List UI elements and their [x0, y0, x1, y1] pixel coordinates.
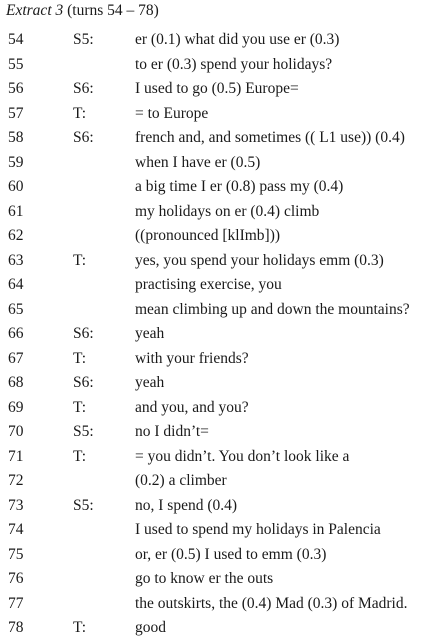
line-number: 59 [8, 153, 24, 171]
line-number: 74 [8, 521, 24, 538]
transcript-line [0, 151, 434, 176]
utterance-text: my holidays on er (0.4) climb [135, 202, 320, 220]
utterance-text: yes, you spend your holidays emm (0.3) [135, 251, 384, 269]
transcript-line [0, 77, 434, 102]
transcript-line [0, 200, 434, 225]
line-number: 72 [8, 472, 24, 489]
line-number: 78 [8, 619, 24, 636]
transcript-line [0, 322, 434, 347]
line-number: 77 [8, 594, 24, 612]
transcript-line [0, 126, 434, 151]
speaker-label: S5: [73, 423, 94, 440]
line-number: 76 [8, 570, 24, 587]
extract-title-range: (turns 54 – 78) [63, 2, 159, 19]
transcript-line [0, 371, 434, 396]
speaker-label: T: [73, 447, 87, 465]
utterance-text: french and, and sometimes (( L1 use)) (0.4) [135, 129, 405, 146]
transcript-line [0, 518, 434, 543]
utterance-text: ((pronounced [klImb])) [135, 227, 281, 244]
line-number: 66 [8, 325, 24, 342]
transcript-line [0, 249, 434, 274]
speaker-label: S6: [73, 80, 94, 97]
transcript-line [0, 616, 434, 641]
transcript-line [0, 175, 434, 200]
line-number: 68 [8, 374, 24, 391]
utterance-text: yeah [135, 374, 165, 391]
utterance-text: go to know er the outs [135, 570, 274, 587]
utterance-text: good [135, 619, 166, 636]
utterance-text: the outskirts, the (0.4) Mad (0.3) of Madrid. [135, 594, 408, 612]
utterance-text: a big time I er (0.8) pass my (0.4) [135, 178, 344, 195]
speaker-label: S6: [73, 129, 94, 146]
utterance-text: er (0.1) what did you use er (0.3) [135, 31, 340, 48]
transcript-line [0, 396, 434, 421]
utterance-text: or, er (0.5) I used to emm (0.3) [135, 545, 327, 563]
line-number: 73 [8, 496, 24, 514]
utterance-text: I used to spend my holidays in Palencia [135, 521, 381, 538]
transcript-line [0, 298, 434, 323]
speaker-label: T: [73, 104, 87, 122]
transcript-line [0, 469, 434, 494]
extract-title-label: Extract 3 [6, 2, 64, 19]
transcript-line [0, 347, 434, 372]
transcript-line [0, 102, 434, 127]
transcript-line [0, 273, 434, 298]
line-number: 63 [8, 251, 24, 269]
speaker-label: T: [73, 251, 87, 269]
line-number: 67 [8, 349, 24, 367]
utterance-text: I used to go (0.5) Europe= [135, 80, 299, 97]
line-number: 61 [8, 202, 24, 220]
utterance-text: (0.2) a climber [135, 472, 227, 489]
speaker-label: S6: [73, 374, 94, 391]
line-number: 55 [8, 55, 24, 73]
transcript-line [0, 567, 434, 592]
speaker-label: T: [73, 349, 87, 367]
utterance-text: to er (0.3) spend your holidays? [135, 55, 333, 73]
utterance-text: no, I spend (0.4) [135, 496, 238, 514]
utterance-text: mean climbing up and down the mountains? [135, 300, 410, 318]
line-number: 64 [8, 276, 24, 293]
utterance-text: when I have er (0.5) [135, 153, 261, 171]
speaker-label: S5: [73, 31, 94, 48]
line-number: 56 [8, 80, 24, 97]
line-number: 71 [8, 447, 24, 465]
speaker-label: S6: [73, 325, 94, 342]
line-number: 60 [8, 178, 24, 195]
utterance-text: with your friends? [135, 349, 249, 367]
utterance-text: yeah [135, 325, 165, 342]
speaker-label: S5: [73, 496, 94, 514]
line-number: 70 [8, 423, 24, 440]
transcript-line [0, 494, 434, 519]
extract-title [6, 2, 159, 20]
transcript-line [0, 445, 434, 470]
line-number: 54 [8, 31, 24, 48]
utterance-text: = to Europe [135, 104, 209, 122]
utterance-text: practising exercise, you [135, 276, 282, 293]
line-number: 75 [8, 545, 24, 563]
line-number: 58 [8, 129, 24, 146]
transcript-line [0, 592, 434, 617]
speaker-label: T: [73, 398, 87, 416]
speaker-label: T: [73, 619, 87, 636]
utterance-text: and you, and you? [135, 398, 249, 416]
line-number: 62 [8, 227, 24, 244]
transcript-line [0, 53, 434, 78]
transcript-line [0, 543, 434, 568]
utterance-text: = you didn’t. You don’t look like a [135, 447, 350, 465]
line-number: 65 [8, 300, 24, 318]
line-number: 69 [8, 398, 24, 416]
transcript-line [0, 28, 434, 53]
utterance-text: no I didn’t= [135, 423, 209, 440]
transcript-line [0, 224, 434, 249]
line-number: 57 [8, 104, 24, 122]
transcript [0, 28, 434, 641]
transcript-line [0, 420, 434, 445]
